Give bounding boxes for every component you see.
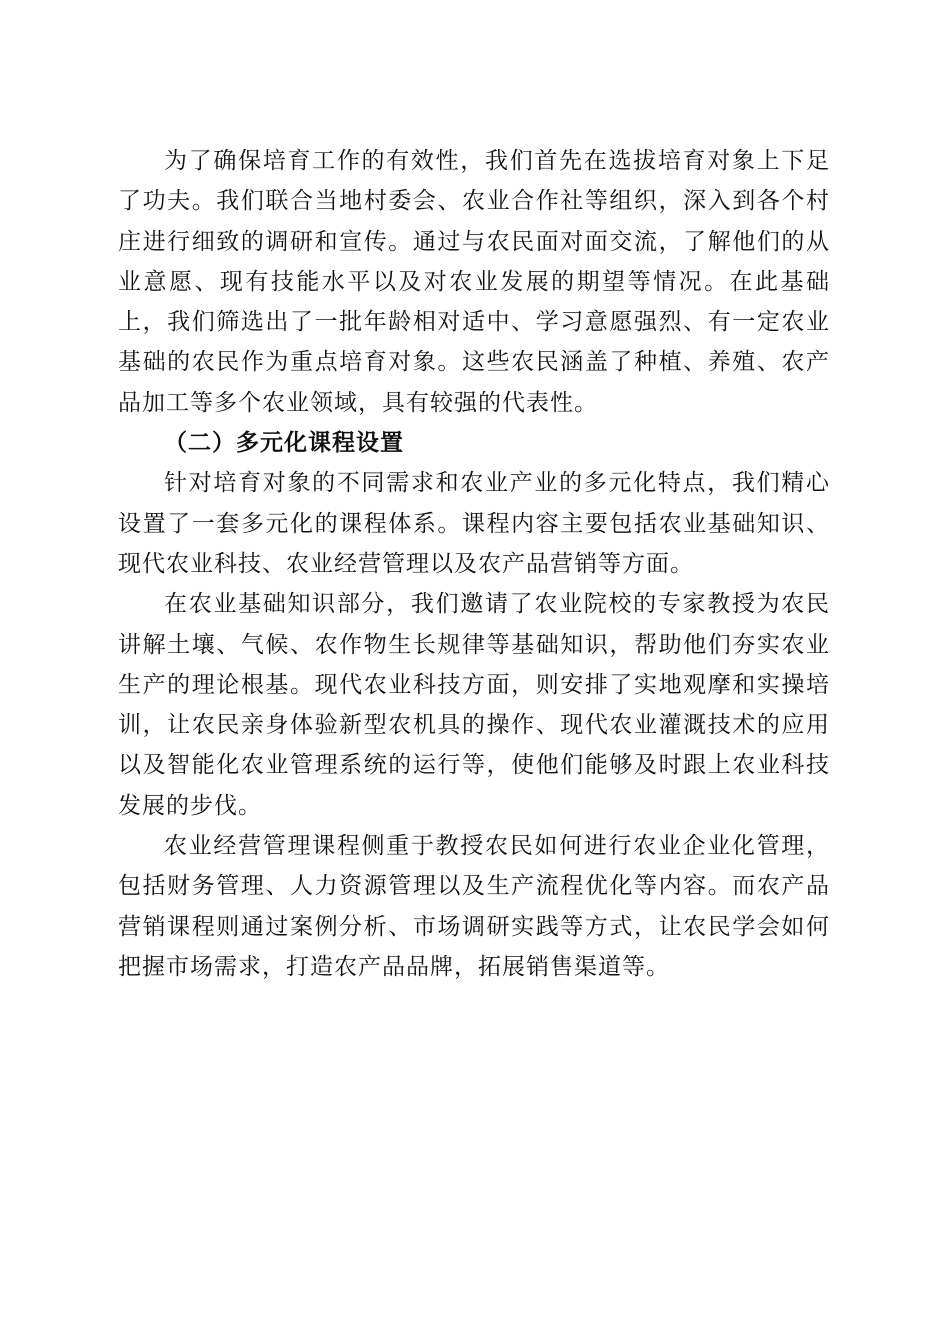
paragraph-trainee-selection: 为了确保培育工作的有效性，我们首先在选拔培育对象上下足了功夫。我们联合当地村委会、农业合作社等组织，深入到各个村庄进行细致的调研和宣传。通过与农民面对面交流，了解他们的从业意愿、现有技能水平以及对农业发展的期望等情况。在此基础上，我们筛选出了一批年龄相对适中、学习意愿强烈、有一定农业基础的农民作为重点培育对象。这些农民涵盖了种植、养殖、农产品加工等多个农业领域，具有较强的代表性。 bbox=[118, 148, 830, 416]
paragraph-management-and-marketing: 农业经营管理课程侧重于教授农民如何进行农业企业化管理，包括财务管理、人力资源管理以及生产流程优化等内容。而农产品营销课程则通过案例分析、市场调研实践等方式，让农民学会如何把握市场需求，打造农产品品牌，拓展销售渠道等。 bbox=[118, 833, 830, 980]
paragraph-basic-and-tech-courses: 在农业基础知识部分，我们邀请了农业院校的专家教授为农民讲解土壤、气候、农作物生长规律等基础知识，帮助他们夯实农业生产的理论根基。现代农业科技方面，则安排了实地观摩和实操培训，让农民亲身体验新型农机具的操作、现代农业灌溉技术的应用以及智能化农业管理系统的运行等，使他们能够及时跟上农业科技发展的步伐。 bbox=[118, 591, 830, 819]
paragraph-curriculum-overview: 针对培育对象的不同需求和农业产业的多元化特点，我们精心设置了一套多元化的课程体系。课程内容主要包括农业基础知识、现代农业科技、农业经营管理以及农产品营销等方面。 bbox=[118, 470, 830, 577]
section-heading-curriculum: （二）多元化课程设置 bbox=[164, 429, 404, 457]
document-body bbox=[118, 141, 830, 987]
